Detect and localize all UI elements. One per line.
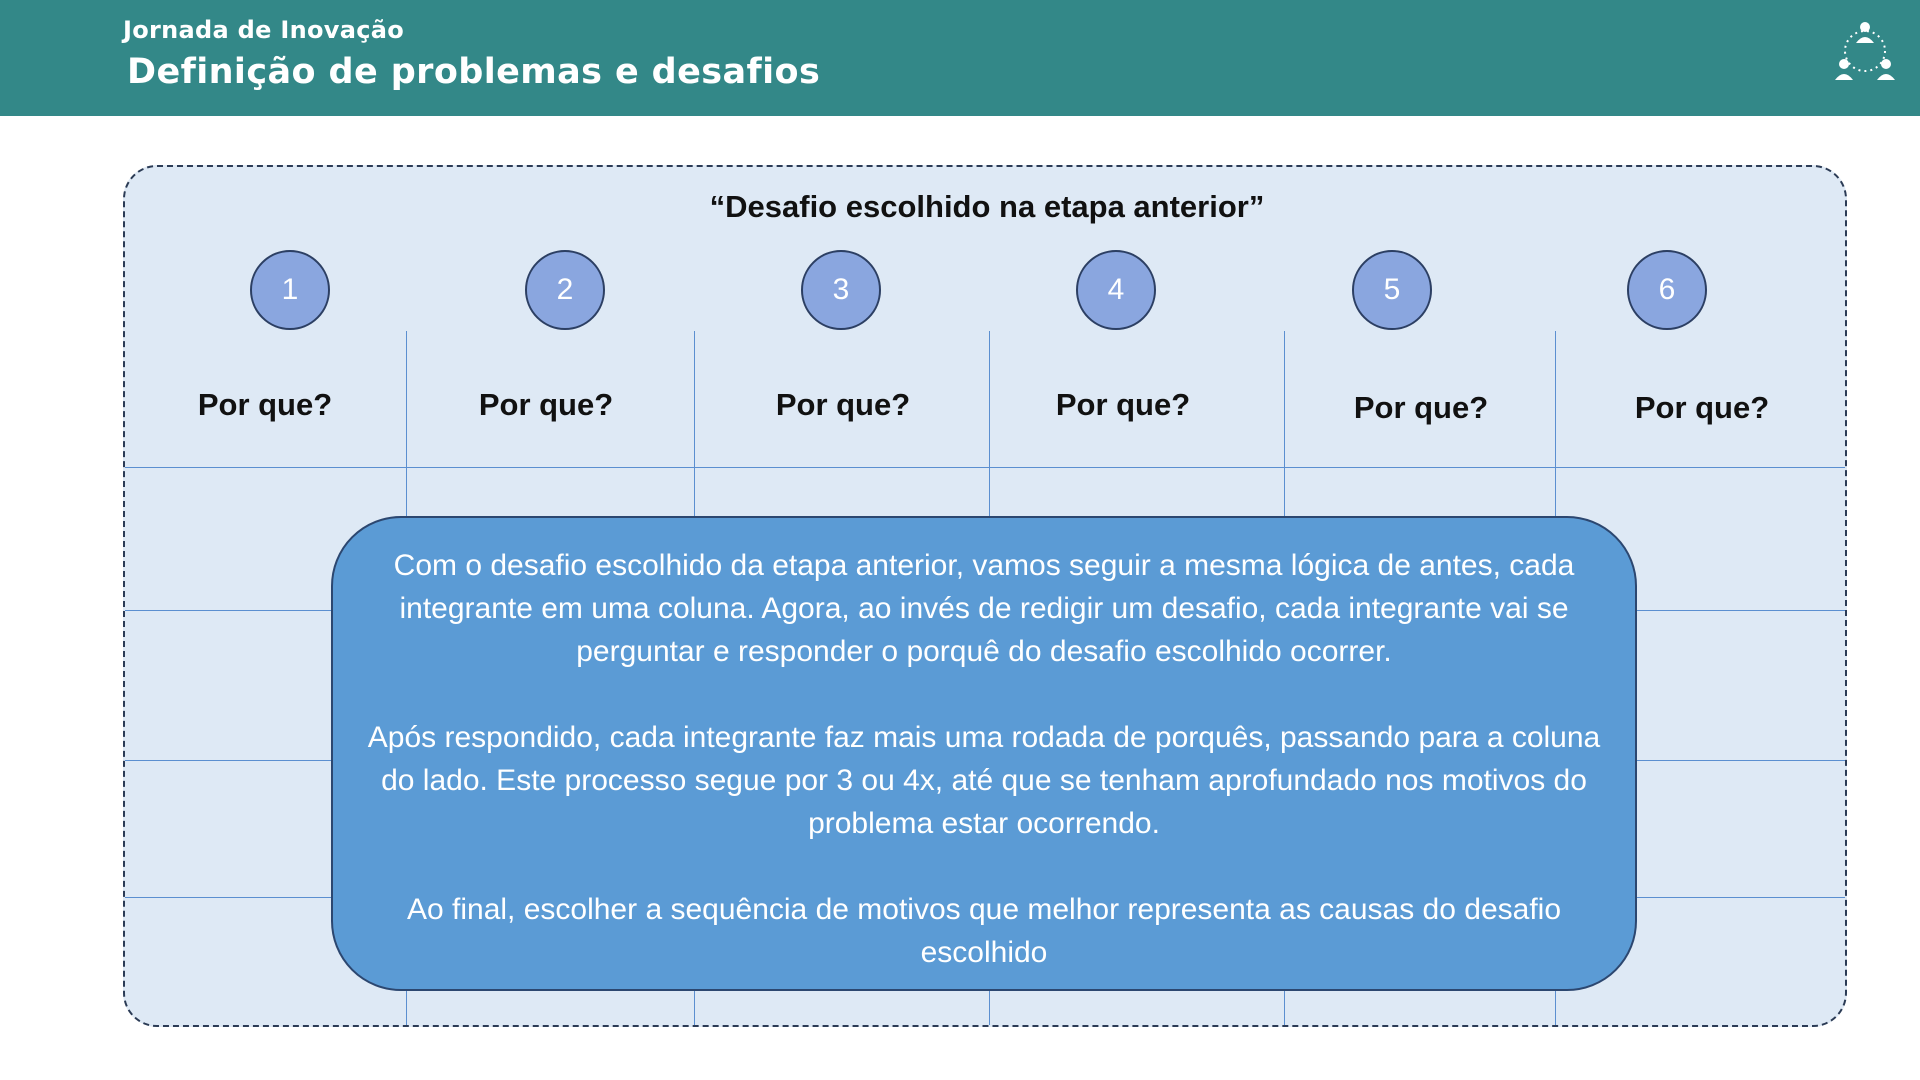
team-network-icon [1832, 18, 1898, 84]
header-bar [0, 0, 1920, 116]
row-divider [125, 467, 1847, 468]
step-number-1: 1 [250, 250, 330, 330]
column-label-5: Por que? [1353, 390, 1489, 425]
board-title: “Desafio escolhido na etapa anterior” [709, 189, 1265, 224]
column-label-1: Por que? [197, 387, 333, 422]
instructions-box [331, 516, 1637, 991]
step-number-6: 6 [1627, 250, 1707, 330]
step-number-5: 5 [1352, 250, 1432, 330]
step-number-4: 4 [1076, 250, 1156, 330]
page-title: Definição de problemas e desafios [127, 52, 821, 92]
column-label-3: Por que? [775, 387, 911, 422]
instructions-paragraph-2: Após respondido, cada integrante faz mais uma rodada de porquês, passando para a coluna do lado. Este processo segue por 3 ou 4x, até que se tenham aprofundado nos motivos do problema estar ocorrendo. [367, 721, 1601, 840]
header-subtitle: Jornada de Inovação [123, 16, 405, 44]
column-label-6: Por que? [1634, 390, 1770, 425]
instructions-paragraph-3: Ao final, escolher a sequência de motivos que melhor representa as causas do desafio escolhido [406, 893, 1562, 969]
column-label-2: Por que? [478, 387, 614, 422]
step-number-3: 3 [801, 250, 881, 330]
step-number-2: 2 [525, 250, 605, 330]
instructions-paragraph-1: Com o desafio escolhido da etapa anterior, vamos seguir a mesma lógica de antes, cada integrante em uma coluna. Agora, ao invés de redigir um desafio, cada integrante vai se perguntar e responder o porquê do desafio escolhido ocorrer. [393, 549, 1575, 668]
column-label-4: Por que? [1055, 387, 1191, 422]
